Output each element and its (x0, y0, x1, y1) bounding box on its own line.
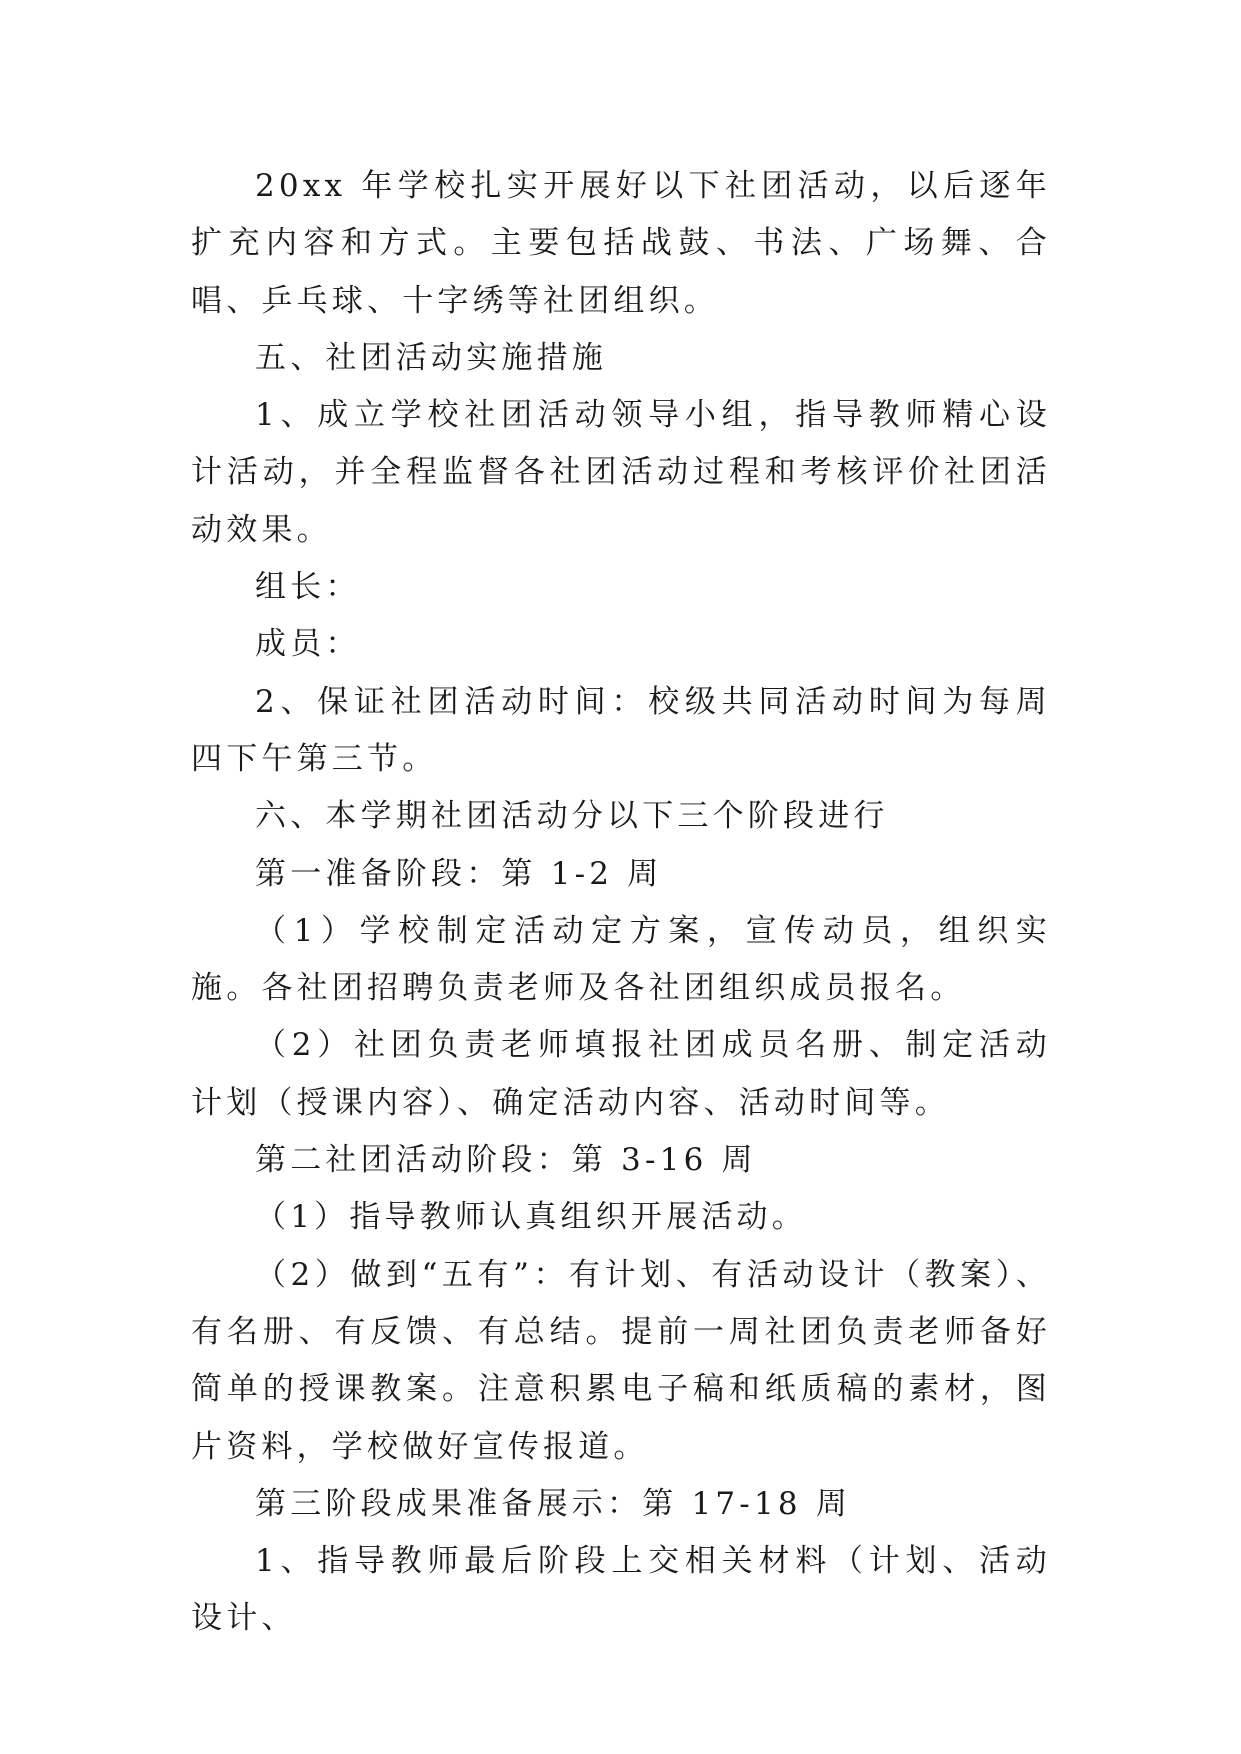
stage-1-item-1: （1）学校制定活动定方案，宣传动员，组织实施。各社团招聘负责老师及各社团组织成员报名。 (191, 912, 1051, 1007)
stage-3-heading: 第三阶段成果准备展示：第 17-18 周 (255, 1485, 852, 1522)
section-heading-6: 六、本学期社团活动分以下三个阶段进行 (255, 798, 889, 835)
paragraph-measure-1: 1、成立学校社团活动领导小组，指导教师精心设计活动，并全程监督各社团活动过程和考核评价社团活动效果。 (191, 397, 1051, 548)
group-leader-line: 组长： (255, 569, 361, 606)
paragraph-intro: 20xx 年学校扎实开展好以下社团活动，以后逐年扩充内容和方式。主要包括战鼓、书法、广场舞、合唱、乒乓球、十字绣等社团组织。 (191, 168, 1051, 319)
stage-2-item-2: （2）做到“五有”：有计划、有活动设计（教案）、有名册、有反馈、有总结。提前一周社团负责老师备好简单的授课教案。注意积累电子稿和纸质稿的素材，图片资料，学校做好宣传报道。 (191, 1256, 1051, 1465)
stage-1-item-2: （2）社团负责老师填报社团成员名册、制定活动计划（授课内容）、确定活动内容、活动时间等。 (191, 1027, 1051, 1121)
stage-1-heading: 第一准备阶段：第 1-2 周 (255, 855, 663, 892)
section-heading-5: 五、社团活动实施措施 (255, 339, 607, 376)
group-members-line: 成员： (255, 626, 361, 663)
document-body (191, 158, 1051, 1648)
stage-2-heading: 第二社团活动阶段：第 3-16 周 (255, 1142, 757, 1179)
stage-3-item-1: 1、指导教师最后阶段上交相关材料（计划、活动设计、 (191, 1543, 1051, 1637)
paragraph-measure-2: 2、保证社团活动时间：校级共同活动时间为每周四下午第三节。 (191, 683, 1051, 777)
stage-2-item-1: （1）指导教师认真组织开展活动。 (255, 1199, 807, 1236)
